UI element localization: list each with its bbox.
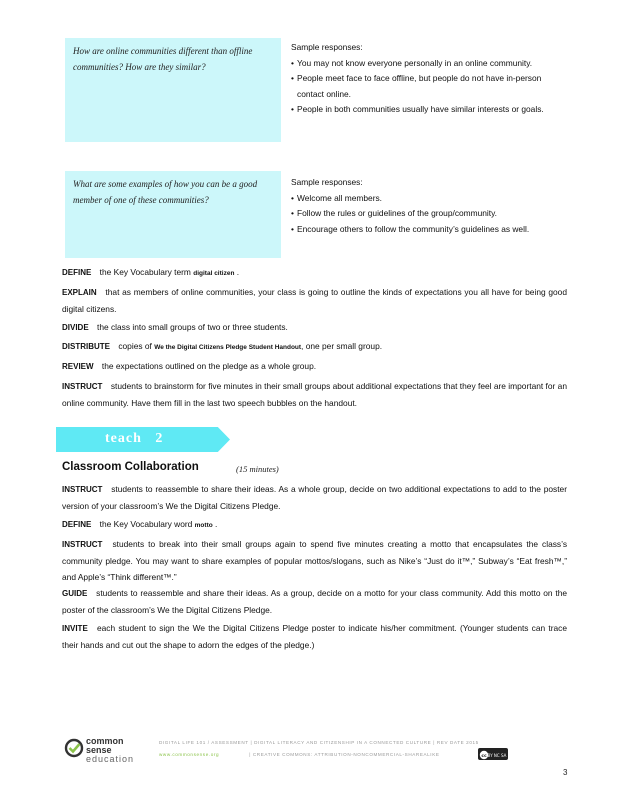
instruction-instruct-reassemble: INSTRUCT students to reassemble to share their ideas. As a whole group, decide on two additional expectations to add to the poster version of your classroom’s We the Digital Citizens Pledge. [62,484,567,511]
section-time: (15 minutes) [236,464,279,474]
instruction-review: REVIEW the expectations outlined on the pledge as a whole group. [62,361,317,371]
question-box-1 [65,38,281,142]
page-number: 3 [563,768,568,777]
check-circle-icon [64,738,84,758]
question-text: What are some examples of how you can be a good member of one of these communities? [73,179,258,205]
footer-link[interactable]: www.commonsense.org [159,752,220,757]
instruction-divide: DIVIDE the class into small groups of two or three students. [62,322,288,332]
svg-text:BY NC SA: BY NC SA [487,753,507,758]
instruction-distribute: DISTRIBUTE copies of We the Digital Citizens Pledge Student Handout, one per small group. [62,341,383,351]
sample-responses-2 [291,175,566,237]
instruction-define-motto: DEFINE the Key Vocabulary word motto . [62,519,218,529]
question-text: How are online communities different than offline communities? How are they similar? [73,46,253,72]
logo-line-sense: sense [86,745,112,755]
section-title: Classroom Collaboration [62,461,199,473]
instruction-guide: GUIDE students to reassemble and share their ideas. As a group, decide on a motto for your class community. Add this motto on the poster of the classroom’s We the Digital Citizens Pledge. [62,588,568,615]
sample-responses-1 [291,40,566,118]
common-sense-logo [64,737,159,767]
instruction-instruct-motto: INSTRUCT students to break into their small groups again to spend five minutes creating a motto that encapsulates the class’s community pledge. You may want to share examples of popular mottos/slogans, such as Nike’s “Just do it™,” Subway’s “Eat fresh™,” and Apple’s “Think different™.” [62,539,568,582]
svg-text:cc: cc [481,754,487,759]
logo-line-education: education [86,754,135,764]
footer-license: www.commonsense.org | CREATIVE COMMONS: ATTRIBUTION-NONCOMMERCIAL-SHAREALIKE [159,752,440,757]
instruction-explain: EXPLAIN that as members of online communities, your class is going to outline the kinds of expectations you all have for being good digital citizens. [62,287,567,314]
question-box-2 [65,171,281,258]
instruction-instruct: INSTRUCT students to brainstorm for five minutes in their small groups about additional expectations that they feel are important for an online community. Have them fill in the last two speech bubbles on the handout. [62,381,567,408]
teach-label: teach 2 [105,431,164,446]
responses-heading: Sample responses: [291,177,363,187]
creative-commons-icon [478,748,508,760]
cc-badge-icon [478,749,508,761]
response-item: • You may not know everyone personally in an online community. [291,56,566,72]
response-item: • People in both communities usually have similar interests or goals. [291,102,566,118]
responses-heading: Sample responses: [291,42,363,52]
response-item: • Welcome all members. [291,191,566,207]
instruction-define: DEFINE the Key Vocabulary term digital citizen . [62,267,240,277]
footer-course-info: DIGITAL LIFE 101 / ASSESSMENT | DIGITAL LITERACY AND CITIZENSHIP IN A CONNECTED CULTURE | REV DATE 2015 [159,740,479,745]
response-item: • Follow the rules or guidelines of the group/community. [291,206,566,222]
instruction-invite: INVITE each student to sign the We the Digital Citizens Pledge poster to indicate his/her commitment. (Younger students can trace their hands and cut out the shape to adorn the edges of the pledge.) [62,623,568,650]
response-item: • People meet face to face offline, but people do not have in-person contact online. [291,71,566,102]
response-item: • Encourage others to follow the community’s guidelines as well. [291,222,566,238]
logo-line-common: common [86,736,124,746]
